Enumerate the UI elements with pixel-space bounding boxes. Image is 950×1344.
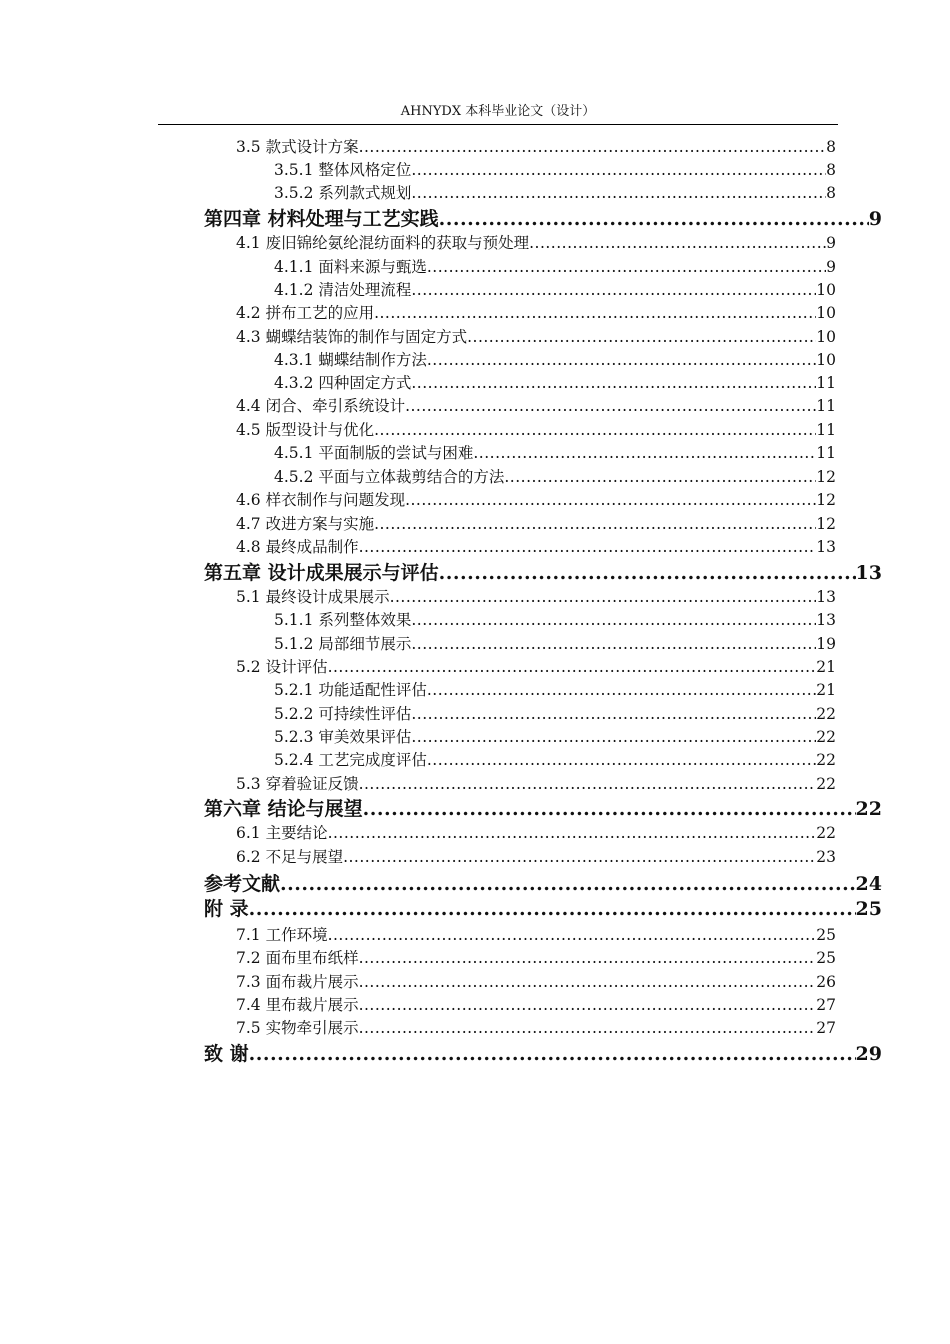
toc-entry-title: 5.1 最终设计成果展示	[236, 588, 390, 606]
toc-entry-page-number: 13	[816, 611, 836, 629]
toc-entry[interactable]	[274, 703, 836, 726]
toc-entry-page-number: 25	[816, 926, 836, 944]
toc-entry-title: 7.1 工作环境	[236, 926, 328, 944]
toc-entry-title: 4.1.1 面料来源与甄选	[274, 258, 427, 276]
header-divider	[158, 124, 838, 125]
dot-leader	[374, 302, 816, 325]
toc-entry-page-number: 8	[826, 184, 836, 202]
toc-entry[interactable]	[204, 896, 882, 922]
dot-leader	[363, 796, 856, 822]
page-header: AHNYDX 本科毕业论文（设计）	[400, 104, 596, 119]
toc-entry-page-number: 27	[816, 1019, 836, 1037]
dot-leader	[328, 656, 817, 679]
toc-entry-page-number: 11	[816, 421, 836, 439]
dot-leader	[359, 773, 817, 796]
toc-entry-page-number: 21	[816, 658, 836, 676]
dot-leader	[374, 513, 816, 536]
toc-entry-page-number: 9	[826, 258, 836, 276]
toc-entry-title: 4.3.1 蝴蝶结制作方法	[274, 351, 427, 369]
dot-leader	[359, 136, 827, 159]
dot-leader	[343, 846, 816, 869]
toc-entry[interactable]	[274, 466, 836, 489]
toc-entry[interactable]	[204, 1041, 882, 1067]
toc-entry-title: 5.2.3 审美效果评估	[274, 728, 412, 746]
toc-entry[interactable]	[274, 679, 836, 702]
toc-entry-page-number: 10	[816, 328, 836, 346]
toc-entry-title: 4.1.2 清洁处理流程	[274, 281, 412, 299]
toc-entry[interactable]	[274, 372, 836, 395]
dot-leader	[473, 442, 816, 465]
toc-entry-title: 4.5.1 平面制版的尝试与困难	[274, 444, 474, 462]
toc-entry[interactable]	[236, 947, 836, 970]
toc-entry-title: 5.1.1 系列整体效果	[274, 611, 412, 629]
toc-entry[interactable]	[236, 822, 836, 845]
toc-entry-title: 5.2.1 功能适配性评估	[274, 681, 427, 699]
toc-entry-title: 7.5 实物牵引展示	[236, 1019, 359, 1037]
toc-entry-title: 7.2 面布里布纸样	[236, 949, 359, 967]
dot-leader	[427, 679, 816, 702]
dot-leader	[411, 703, 816, 726]
toc-entry-title: 5.3 穿着验证反馈	[236, 775, 359, 793]
toc-entry[interactable]	[236, 773, 836, 796]
dot-leader	[439, 560, 856, 586]
toc-entry-page-number: 13	[855, 562, 882, 584]
toc-entry-page-number: 21	[816, 681, 836, 699]
toc-entry-title: 5.2 设计评估	[236, 658, 328, 676]
toc-entry[interactable]	[236, 971, 836, 994]
toc-entry[interactable]	[236, 536, 836, 559]
toc-entry[interactable]	[274, 256, 836, 279]
dot-leader	[359, 971, 817, 994]
toc-entry-title: 4.8 最终成品制作	[236, 538, 359, 556]
toc-entry[interactable]	[236, 489, 836, 512]
dot-leader	[359, 1017, 817, 1040]
toc-entry-page-number: 24	[855, 873, 882, 895]
toc-entry-title: 6.2 不足与展望	[236, 848, 344, 866]
dot-leader	[411, 182, 826, 205]
toc-entry-title: 4.3 蝴蝶结装饰的制作与固定方式	[236, 328, 468, 346]
toc-entry[interactable]	[274, 349, 836, 372]
dot-leader	[249, 1041, 856, 1067]
toc-entry-page-number: 11	[816, 374, 836, 392]
toc-entry-page-number: 22	[816, 775, 836, 793]
dot-leader	[390, 586, 817, 609]
toc-entry-page-number: 9	[826, 234, 836, 252]
dot-leader	[359, 994, 817, 1017]
toc-entry[interactable]	[274, 182, 836, 205]
toc-entry-title: 附 录	[204, 898, 249, 920]
dot-leader	[427, 749, 816, 772]
toc-entry-title: 5.2.4 工艺完成度评估	[274, 751, 427, 769]
toc-entry-page-number: 13	[816, 538, 836, 556]
toc-entry-title: 致 谢	[204, 1043, 249, 1065]
toc-entry[interactable]	[236, 232, 836, 255]
toc-entry[interactable]	[274, 609, 836, 632]
toc-entry[interactable]	[204, 871, 882, 897]
dot-leader	[359, 947, 817, 970]
toc-entry[interactable]	[236, 924, 836, 947]
toc-entry-title: 4.1 废旧锦纶氨纶混纺面料的获取与预处理	[236, 234, 530, 252]
toc-entry-title: 4.6 样衣制作与问题发现	[236, 491, 406, 509]
toc-entry[interactable]	[236, 586, 836, 609]
toc-entry[interactable]	[236, 656, 836, 679]
dot-leader	[405, 489, 816, 512]
toc-entry[interactable]	[204, 206, 882, 232]
dot-leader	[504, 466, 816, 489]
toc-entry[interactable]	[236, 513, 836, 536]
toc-entry[interactable]	[236, 846, 836, 869]
toc-entry[interactable]	[236, 136, 836, 159]
dot-leader	[529, 232, 826, 255]
toc-entry-page-number: 10	[816, 304, 836, 322]
dot-leader	[328, 924, 817, 947]
dot-leader	[405, 395, 816, 418]
dot-leader	[427, 256, 826, 279]
toc-entry-title: 4.2 拼布工艺的应用	[236, 304, 375, 322]
toc-entry-page-number: 10	[816, 351, 836, 369]
toc-entry-title: 5.2.2 可持续性评估	[274, 705, 412, 723]
toc-entry[interactable]	[274, 279, 836, 302]
toc-entry-page-number: 13	[816, 588, 836, 606]
toc-entry-page-number: 12	[816, 468, 836, 486]
dot-leader	[439, 206, 869, 232]
toc-entry-title: 4.4 闭合、牵引系统设计	[236, 397, 406, 415]
toc-entry[interactable]	[274, 633, 836, 656]
toc-entry-page-number: 8	[826, 138, 836, 156]
dot-leader	[411, 159, 826, 182]
toc-entry-page-number: 23	[816, 848, 836, 866]
toc-entry-page-number: 12	[816, 515, 836, 533]
dot-leader	[249, 896, 856, 922]
toc-entry[interactable]	[236, 302, 836, 325]
toc-entry-title: 4.5.2 平面与立体裁剪结合的方法	[274, 468, 505, 486]
dot-leader	[427, 349, 816, 372]
toc-entry-title: 7.4 里布裁片展示	[236, 996, 359, 1014]
toc-entry-title: 4.3.2 四种固定方式	[274, 374, 412, 392]
toc-entry[interactable]	[236, 419, 836, 442]
toc-entry-page-number: 8	[826, 161, 836, 179]
toc-entry-title: 5.1.2 局部细节展示	[274, 635, 412, 653]
toc-entry[interactable]	[274, 749, 836, 772]
toc-entry-title: 3.5.1 整体风格定位	[274, 161, 412, 179]
toc-entry-page-number: 9	[868, 208, 882, 230]
toc-entry[interactable]	[274, 726, 836, 749]
toc-entry-title: 4.7 改进方案与实施	[236, 515, 375, 533]
toc-entry[interactable]	[236, 994, 836, 1017]
toc-entry-title: 参考文献	[204, 873, 281, 895]
toc-entry-page-number: 22	[816, 705, 836, 723]
toc-entry[interactable]	[274, 442, 836, 465]
dot-leader	[328, 822, 817, 845]
dot-leader	[467, 326, 816, 349]
toc-entry-title: 4.5 版型设计与优化	[236, 421, 375, 439]
toc-entry-page-number: 19	[816, 635, 836, 653]
toc-entry-page-number: 25	[816, 949, 836, 967]
toc-entry-page-number: 22	[816, 751, 836, 769]
toc-entry-title: 6.1 主要结论	[236, 824, 328, 842]
toc-entry[interactable]	[236, 1017, 836, 1040]
toc-entry-page-number: 12	[816, 491, 836, 509]
toc-entry[interactable]	[274, 159, 836, 182]
toc-entry-title: 7.3 面布裁片展示	[236, 973, 359, 991]
toc-entry[interactable]	[236, 395, 836, 418]
dot-leader	[374, 419, 816, 442]
toc-entry-page-number: 22	[855, 798, 882, 820]
dot-leader	[411, 609, 816, 632]
toc-entry-title: 第四章 材料处理与工艺实践	[204, 208, 439, 230]
toc-entry-page-number: 11	[816, 444, 836, 462]
dot-leader	[411, 279, 816, 302]
toc-entry-page-number: 27	[816, 996, 836, 1014]
toc-entry-title: 3.5 款式设计方案	[236, 138, 359, 156]
toc-entry-title: 3.5.2 系列款式规划	[274, 184, 412, 202]
dot-leader	[280, 871, 856, 897]
toc-entry[interactable]	[236, 326, 836, 349]
dot-leader	[411, 372, 816, 395]
dot-leader	[411, 726, 816, 749]
toc-entry[interactable]	[204, 560, 882, 586]
toc-entry-page-number: 22	[816, 728, 836, 746]
toc-entry-page-number: 29	[855, 1043, 882, 1065]
toc-entry-page-number: 22	[816, 824, 836, 842]
toc-entry-page-number: 26	[816, 973, 836, 991]
toc-entry-page-number: 11	[816, 397, 836, 415]
dot-leader	[359, 536, 817, 559]
toc-entry-title: 第五章 设计成果展示与评估	[204, 562, 439, 584]
dot-leader	[411, 633, 816, 656]
toc-entry[interactable]	[204, 796, 882, 822]
toc-entry-title: 第六章 结论与展望	[204, 798, 363, 820]
toc-entry-page-number: 10	[816, 281, 836, 299]
toc-entry-page-number: 25	[855, 898, 882, 920]
